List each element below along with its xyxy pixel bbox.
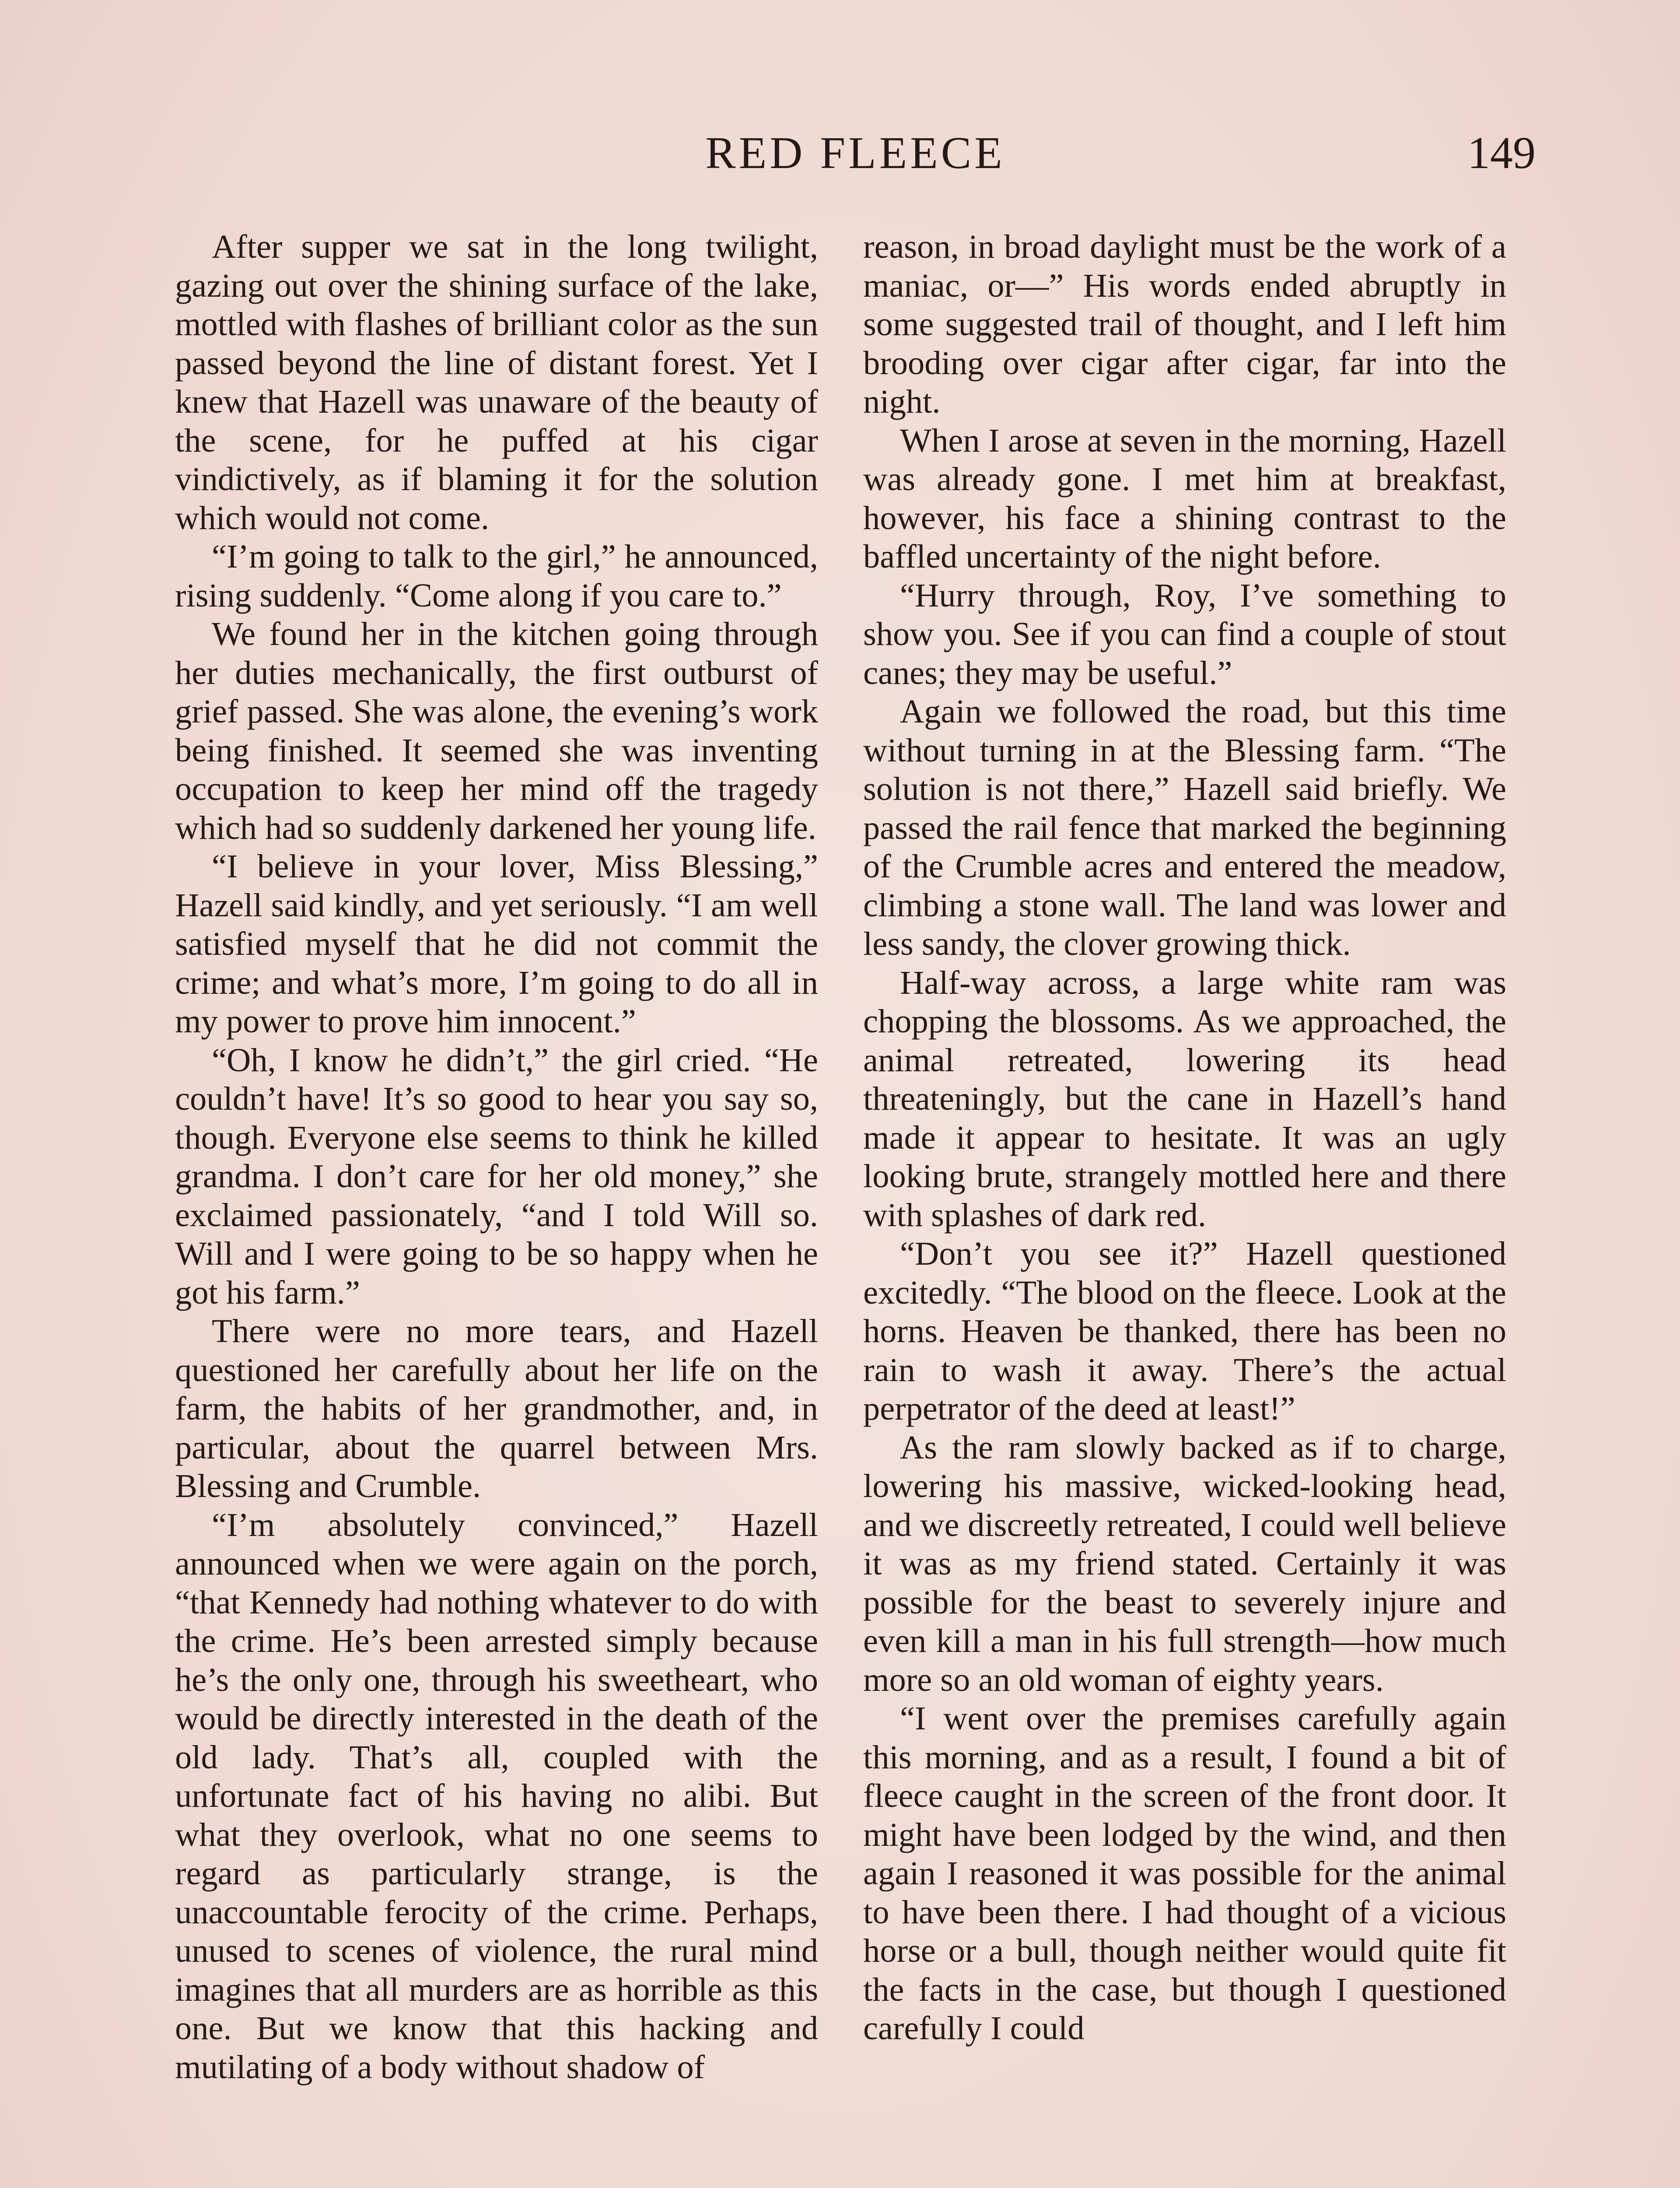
right-column [863,228,1506,2048]
paragraph: “I’m going to talk to the girl,” he announced, rising suddenly. “Come along if you care to.” [175,538,818,614]
paragraph: After supper we sat in the long twilight, gazing out over the shining surface of the lake, mottled with flashes of brilliant color as the sun passed beyond the line of distant forest. Yet I knew that Hazell was unaware of the beauty of the scene, for he puffed at his cigar vindictively, as if blaming it for the solution which would not come. [175,228,818,536]
paragraph: There were no more tears, and Hazell questioned her carefully about her life on the farm, the habits of her grandmother, and, in particular, about the quarrel between Mrs. Blessing and Crumble. [175,1312,818,1504]
paragraph: Half-way across, a large white ram was chopping the blossoms. As we approached, the animal retreated, lowering its head threateningly, but the cane in Hazell’s hand made it appear to hesitate. It was an ugly looking brute, strangely mottled here and there with splashes of dark red. [863,964,1506,1234]
paragraph: “I’m absolutely convinced,” Hazell announced when we were again on the porch, “that Kennedy had nothing whatever to do with the crime. He’s been arrested simply because he’s the only one, through his sweetheart, who would be directly interested in the death of the old lady. That’s all, coupled with the unfortunate fact of his having no alibi. But what they overlook, what no one seems to regard as particularly strange, is the unaccountable ferocity of the crime. Perhaps, unused to scenes of violence, the rural mind imagines that all murders are as horrible as this one. But we know that this hacking and mutilating of a body without shadow of [175,1506,818,2086]
paragraph: When I arose at seven in the morning, Hazell was already gone. I met him at breakfast, however, his face a shining contrast to the baffled uncertainty of the night before. [863,421,1506,575]
paragraph: “I believe in your lover, Miss Blessing,” Hazell said kindly, and yet seriously. “I am well satisfied myself that he did not commit the crime; and what’s more, I’m going to do all in my power to prove him innocent.” [175,848,818,1040]
paragraph: “Don’t you see it?” Hazell questioned excitedly. “The blood on the fleece. Look at the horns. Heaven be thanked, there has been no rain to wash it away. There’s the actual perpetrator of the deed at least!” [863,1235,1506,1427]
paragraph: “Hurry through, Roy, I’ve something to show you. See if you can find a couple of stout canes; they may be useful.” [863,576,1506,691]
paragraph: We found her in the kitchen going through her duties mechanically, the first outburst of grief passed. She was alone, the evening’s work being finished. It seemed she was inventing occupation to keep her mind off the tragedy which had so suddenly darkened her young life. [175,615,818,846]
page-header [175,123,1536,184]
running-head: RED FLEECE [705,128,1005,178]
paragraph: “I went over the premises carefully again this morning, and as a result, I found a bit of fleece caught in the screen of the front door. It might have been lodged by the wind, and then again I reasoned it was possible for the animal to have been there. I had thought of a vicious horse or a bull, though neither would quite fit the facts in the case, but though I questioned carefully I could [863,1700,1506,2047]
page-number: 149 [1467,128,1536,178]
paragraph-continued: reason, in broad daylight must be the work of a maniac, or—” His words ended abruptly in some suggested trail of thought, and I left him brooding over cigar after cigar, far into the night. [863,228,1506,420]
paragraph: As the ram slowly backed as if to charge, lowering his massive, wicked-looking head, and we discreetly retreated, I could well believe it was as my friend stated. Certainly it was possible for the beast to severely injure and even kill a man in his full strength—how much more so an old woman of eighty years. [863,1428,1506,1698]
left-column [175,228,818,2086]
paragraph: “Oh, I know he didn’t,” the girl cried. “He couldn’t have! It’s so good to hear you say so, though. Everyone else seems to think he killed grandma. I don’t care for her old money,” she exclaimed passionately, “and I told Will so. Will and I were going to be so happy when he got his farm.” [175,1041,818,1311]
paragraph: Again we followed the road, but this time without turning in at the Blessing farm. “The solution is not there,” Hazell said briefly. We passed the rail fence that marked the beginning of the Crumble acres and entered the meadow, climbing a stone wall. The land was lower and less sandy, the clover growing thick. [863,693,1506,962]
